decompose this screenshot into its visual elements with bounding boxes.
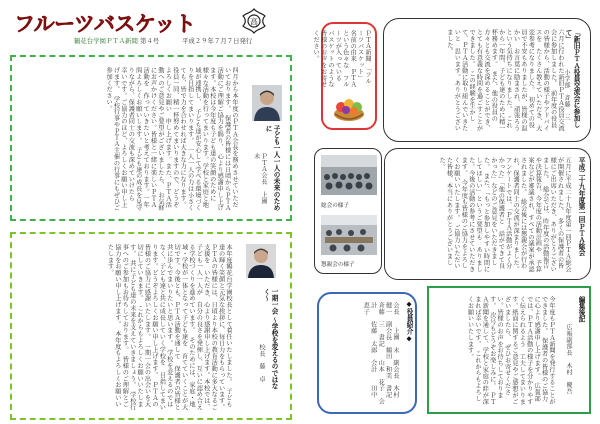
body-line: ＰＴＡの皆様には、日頃より本校の教育活動に多大なるご支援を — [202, 244, 218, 411]
article-title: 平成二十九年度第一回ＰＴＡ総会 — [577, 157, 585, 256]
article-body — [18, 67, 238, 213]
officer-row: 書記 斉藤 三 — [377, 302, 392, 411]
body-line: 作っていきたいと考えております。一年間よろしくお願いします。 — [134, 67, 150, 208]
origin-line: フルーツが入っている — [334, 30, 349, 88]
body-line: 初めての役員で不安もありましたが、皆様の温かい — [512, 29, 535, 132]
body-line: 子ども達の成長を見守りながら、保護者同士の交流も深めていけたら — [127, 67, 142, 212]
body-line: ぜひお寄せください。皆様のお声をお待ちしております。 — [488, 296, 511, 399]
editor-title: 編集後記 — [577, 296, 585, 323]
general-meeting-photo — [321, 155, 377, 195]
origin-line: ＰＴＡという色々な — [341, 30, 357, 88]
body-line: そのためには、家庭・地域・学校が一体となって子ども達を — [180, 244, 195, 408]
body-line: 心より感謝申し上げます。本校は今年度も子ども達の笑顔のために — [208, 67, 224, 212]
school-crest-icon — [241, 8, 267, 34]
body-line: 総会では、昨年度の活動報告や決算報告、今年度の活動計画や — [534, 157, 549, 270]
body-line: 保護者の皆様と共に歩んでまいりたいと思います。 — [165, 244, 181, 411]
officer-row: 会計 佐藤 太郎 — [369, 302, 385, 405]
body-line: お言葉に励まされ、頑張ろうという気持ちになりました。 — [505, 29, 520, 132]
origin-line: ください。 — [312, 30, 320, 62]
body-line: 四月から本年度のＰＴＡ会長を務めさせていただいております。 — [223, 67, 238, 208]
article-title: 一期一会 〜学校を変えるのではなく〜 — [262, 288, 278, 390]
general-meeting-article — [384, 148, 591, 280]
body-line: 工夫してまいります。紙面に関するご意見やご感想がございましたら、 — [503, 296, 526, 405]
body-line: 自分の良さを発揮し、互いに認め合える学校づくりを進めています。 — [187, 244, 203, 411]
body-line: 総会後には懇親会が行われ、保護者同士の交流が深まりました。 — [512, 157, 527, 270]
photo-caption: 総会の様子 — [321, 203, 349, 209]
body-line: 一期一会の出会いを大切にしていきます。 — [136, 244, 151, 408]
body-line: 役員一同、精一杯努めてまいりますので、どうぞよろしくお願い — [164, 67, 179, 208]
body-line: 子ども達の輝く笑顔と元気な挨拶に、毎日力をもらっています。 — [217, 244, 232, 408]
body-line: これからもよろしくお願いいたします。 — [128, 244, 144, 408]
origin-line: バスケットのような — [326, 30, 334, 88]
article-title: 子ども一人一人の未来のために — [264, 125, 280, 211]
body-line: また、「もっと参加しやすい時間にしてほしい」というご要望も — [475, 157, 490, 273]
body-line: 今年度もＰＴＡ新聞を発行することができました。 — [540, 296, 555, 405]
body-line: これから一年間、子ども達のために精一杯務めます。 — [490, 29, 513, 132]
body-line: 本年度もよろしくお願いいたします。 — [106, 244, 121, 408]
body-line: また、他の役員の方々とも交流を深めることができ、 — [482, 29, 498, 129]
body-line: 学校を変えるのではなく、子ども達と共に成長していく学校を — [158, 244, 173, 408]
body-line: 次号もどうぞお楽しみに。 — [488, 312, 496, 386]
publisher-name: 鶴花台学園ＰＴＡ新聞 — [74, 37, 138, 45]
body-line: 予算案などが審議され、すべての議案が承認されました。 — [519, 157, 542, 273]
officers-box — [317, 292, 417, 414]
body-line: 今年度も皆様のご協力をよろしくお願いいたします。 — [452, 157, 468, 270]
officer-row: 副会長 木村 健一 — [384, 302, 399, 405]
body-line: とても有意義な時間を過ごすことができました。 — [468, 29, 483, 132]
officer-exchange-article — [383, 18, 591, 142]
origin-text — [312, 30, 371, 90]
photo-panel — [314, 148, 382, 274]
issue-number: 第４号 — [140, 37, 160, 45]
body-line: 保護者の皆様のご協力に心より感謝申し上げます。 — [533, 296, 548, 402]
body-line: 本年度鶴花台学園校長として着任いたしました。 — [225, 244, 232, 382]
body-line: この経験を生かして、ＰＴＡ活動に取り組んでいきたいと — [453, 29, 476, 132]
body-line: 目指してまいります。どうぞよろしくお願い申し上げます。 — [150, 244, 166, 411]
body-line: 申し上げます。また、ＰＴＡ活動へのご意見やご要望がございましたら、 — [156, 67, 172, 208]
body-line: 思います。ありがとうございました。 — [445, 29, 461, 132]
body-line: アンケートでは、「ＰＴＡ活動がよく分かった」「他の保護者と — [497, 157, 512, 270]
school-crest-char: 高 — [250, 17, 258, 27]
origin-line: 皆様のお声をお寄せ — [319, 30, 327, 88]
chairperson-photo — [252, 85, 282, 121]
principal-photo — [246, 244, 276, 278]
article-body — [18, 244, 232, 412]
body-line: 皆様のご理解とご協力をお願い申し上げます。 — [113, 244, 129, 408]
body-line: ありました。今後の活動の参考にさせていただきます。 — [460, 157, 483, 273]
officer-row: 会長 上園 未 — [392, 302, 399, 354]
body-line: ご協力いただいた皆様、本当にありがとうございました。 — [438, 157, 460, 270]
body-line: 六月に行われた新旧ＰＴＡ役員交流会に参加しました。 — [549, 29, 564, 132]
editor-note-box — [427, 286, 591, 414]
body-line: 幸いです。ご協力のほど、よろしくお願い申し上げます。 — [112, 67, 127, 208]
social-gathering-photo — [321, 215, 377, 255]
body-line: たくさん教えていただき、大変参考になりました。 — [527, 29, 542, 132]
body-line: 子ども達が安心して学べる環境づくりを目指してまいります。 — [186, 67, 201, 212]
body-line: 保護者の皆様には日頃からＰＴＡ活動にご理解ご協力を賜り、 — [216, 67, 231, 212]
person-icon — [246, 244, 276, 278]
officer-row: 会計 田中 恵子 — [362, 302, 377, 405]
article-author: 校長 藤 卓 — [258, 344, 265, 383]
body-line: 広報部では、ＰＴＡ活動の様子を分かりやすく伝えられるよう — [518, 296, 541, 405]
body-line: 五月に平成二十九年度第一回ＰＴＡ総会が開催されました。 — [556, 157, 571, 273]
officers-list — [327, 302, 399, 411]
editor-body — [437, 296, 555, 408]
fruit-basket-icon — [329, 92, 369, 124]
article-title: 「新旧ＰＴＡ役員交流会に参加して」 — [564, 29, 580, 128]
body-line: 前年度の役員の皆様から、活動の様子やアドバイスを — [534, 29, 557, 132]
person-icon — [252, 85, 282, 121]
body-line: 学校行事やＰＴＡ主催の行事にもぜひご参加ください。 — [105, 67, 120, 212]
chairperson-article — [10, 55, 292, 221]
officer-row: 副会長 鶴田 和美 — [384, 321, 392, 379]
body-line: これからもよろしくお願いいたします。 — [466, 296, 481, 402]
article-author: ＰＴＡ会長 上園 未 — [252, 153, 267, 211]
issue-date: 平成２９年７月７日発行 — [182, 37, 253, 45]
masthead — [12, 6, 270, 46]
article-body — [394, 29, 564, 133]
article-body — [393, 157, 571, 273]
newsletter-title: フルーツバスケット — [14, 12, 196, 36]
article-author: 小学部 斉藤 三 — [563, 69, 570, 121]
body-line: いただき、心より感謝申し上げます。本校では、子ども一人一人が — [195, 244, 210, 411]
body-line: 育てていくことが大切です。今後とも、ＰＴＡ活動を通して — [173, 244, 188, 411]
editor-author: 広報副部長 木村 慶吾 — [565, 324, 572, 395]
body-line: 話ができて良かった」などのご意見をいただきました。 — [482, 157, 505, 270]
officer-row: 書記 山本 花子 — [377, 334, 385, 392]
body-line: ＰＴＡ新聞を通して、学校と家庭の絆が深まれば幸いです。 — [473, 296, 496, 406]
body-line: ＰＴＡの皆様のご協力に感謝いたします。 — [143, 244, 158, 408]
principal-article — [10, 232, 292, 420]
body-line: 学校行事へのご参加もお待ちしております。 — [121, 244, 136, 411]
origin-title: ＰＴＡ新聞 — [364, 30, 371, 62]
origin-line: 名前の由来 — [349, 30, 357, 62]
body-line: 共に子ども達の未来を支えていきましょう。 — [128, 260, 136, 386]
newsletter-name-origin-box — [312, 22, 377, 130]
body-line: お気軽にお声かけください。皆様と一緒に楽しいＰＴＡ活動を — [142, 67, 164, 212]
officers-title: ◆役員紹介◆ — [405, 300, 413, 343]
body-line: 多くの保護者の皆様にご出席いただき、ありがとうございました。 — [541, 157, 564, 273]
origin-line: 「フルーツバスケット」 — [356, 30, 371, 85]
body-line: 一人一人の力は小さくても、皆で力を合わせれば大きな力になります。 — [179, 67, 194, 212]
body-line: 様々な活動を行ってまいります。学校と家庭と地域が連携し、 — [193, 67, 209, 208]
photo-caption: 懇親会の様子 — [321, 262, 355, 268]
